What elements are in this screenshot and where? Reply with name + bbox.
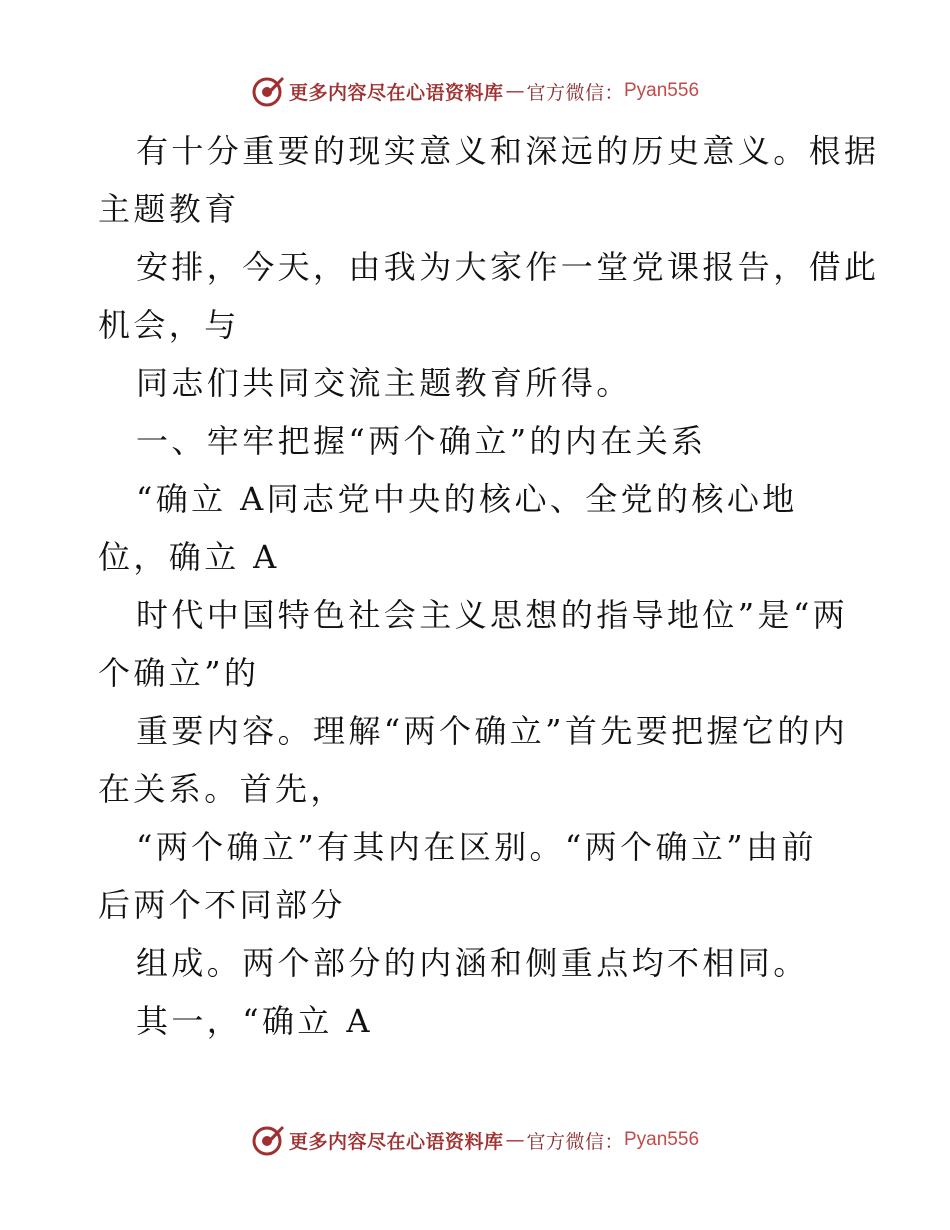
text-line: “确立 A同志党中央的核心、全党的核心地	[136, 480, 798, 518]
watermark-wechat-label: 官方微信：	[526, 81, 624, 104]
document-body	[98, 122, 880, 1050]
quill-logo-icon	[251, 74, 285, 108]
text-line: 个确立”的	[98, 654, 260, 692]
text-line: “两个确立”有其内在区别。“两个确立”由前	[136, 828, 817, 866]
text-line: 同志们共同交流主题教育所得。	[136, 364, 632, 402]
quill-logo-icon	[251, 1123, 285, 1157]
watermark-wechat-id: Pyan556	[624, 80, 700, 101]
watermark-main-text: 更多内容尽在心语资料库	[288, 81, 504, 104]
text-line: 位，确立 A	[98, 538, 280, 576]
text-line: 组成。两个部分的内涵和侧重点均不相同。	[136, 944, 809, 982]
text-line: 有十分重要的现实意义和深远的历史意义。根据	[136, 132, 880, 170]
text-line: 其一，“确立 A	[136, 1002, 373, 1040]
text-line: 重要内容。理解“两个确立”首先要把握它的内	[136, 712, 849, 750]
footer-watermark	[0, 1120, 950, 1160]
text-line: 主题教育	[98, 190, 240, 228]
text-line: 在关系。首先，	[98, 770, 346, 808]
text-line: 后两个不同部分	[98, 886, 346, 924]
watermark-main-text: 更多内容尽在心语资料库	[288, 1130, 504, 1153]
watermark-wechat-label: 官方微信：	[526, 1130, 624, 1153]
text-line: 安排，今天，由我为大家作一堂党课报告，借此	[136, 248, 880, 286]
watermark-dash: —	[505, 1129, 525, 1151]
text-line: 时代中国特色社会主义思想的指导地位”是“两	[136, 596, 849, 634]
section-heading: 一、牢牢把握“两个确立”的内在关系	[136, 422, 707, 460]
watermark-wechat-id: Pyan556	[624, 1129, 700, 1150]
text-line: 机会，与	[98, 306, 240, 344]
header-watermark	[0, 71, 950, 111]
watermark-dash: —	[505, 80, 525, 102]
